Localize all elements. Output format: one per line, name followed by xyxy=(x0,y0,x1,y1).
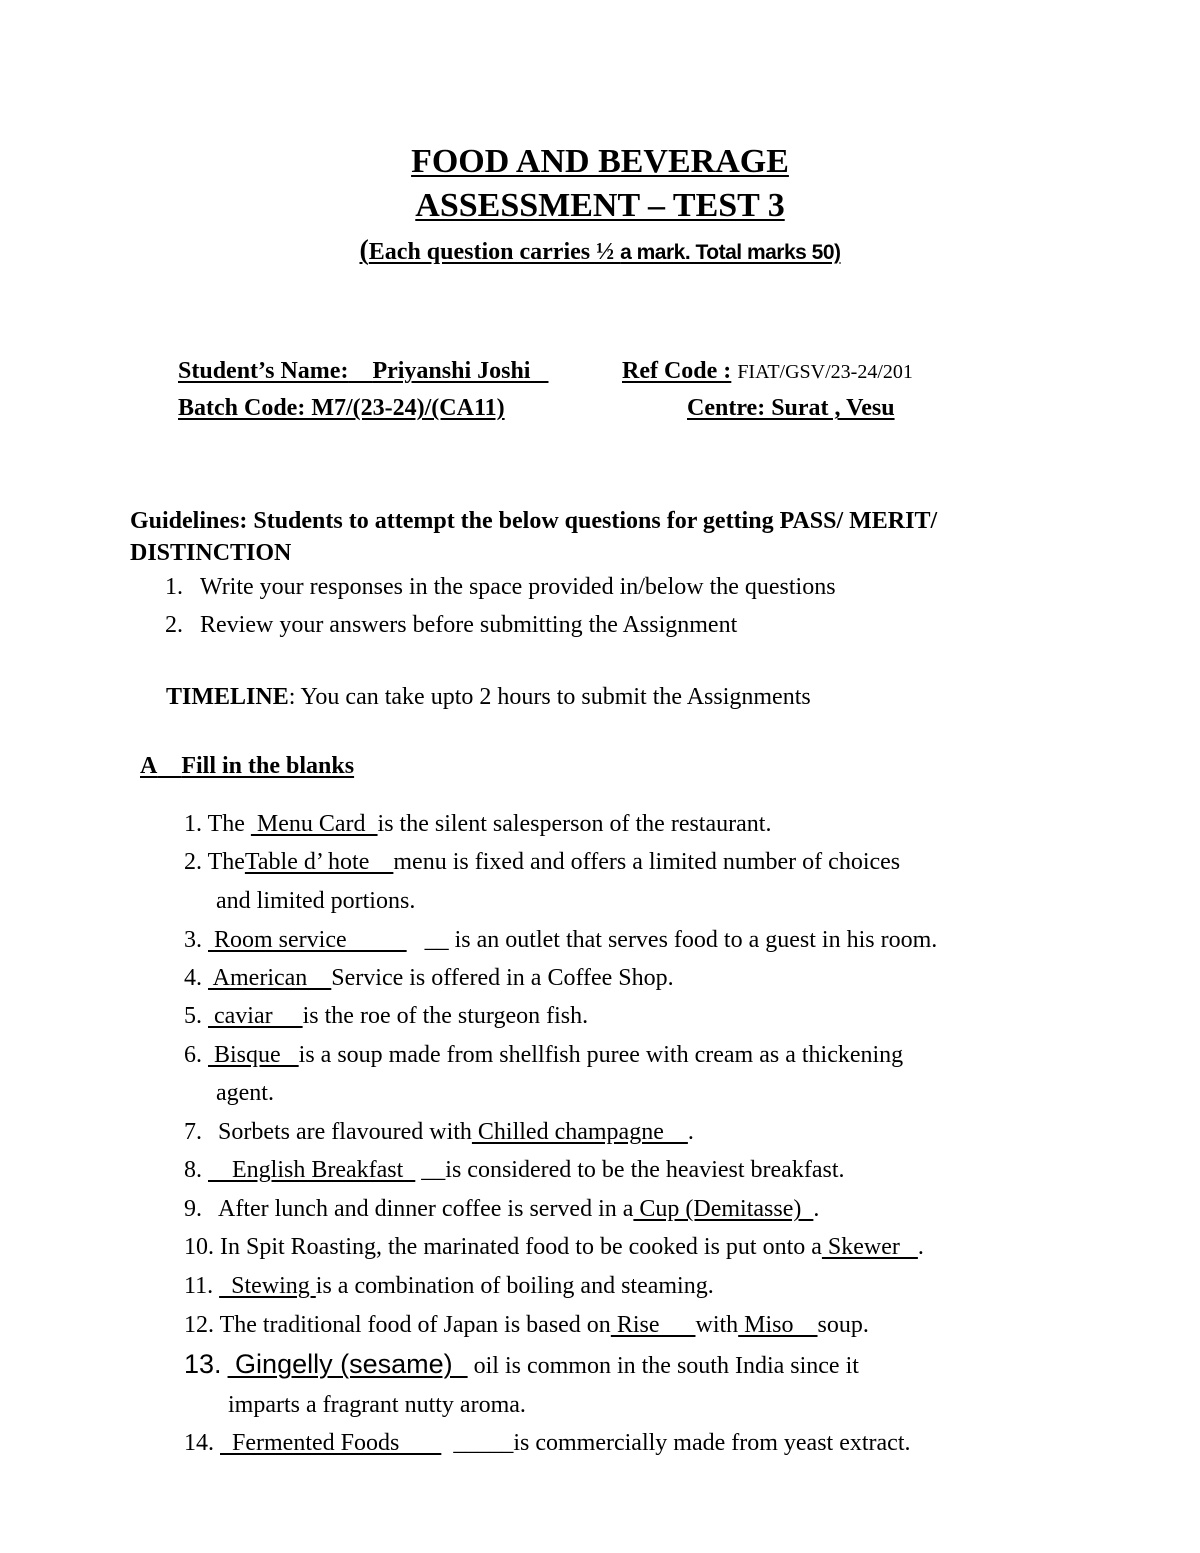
answer-text: Stewing xyxy=(219,1273,316,1299)
answer-text: Miso xyxy=(738,1312,818,1338)
question-text: The xyxy=(207,811,251,837)
guideline-item xyxy=(165,574,183,600)
question-1 xyxy=(184,811,771,837)
answer-text: Menu Card xyxy=(250,811,378,837)
title-line-2: ASSESSMENT – TEST 3 xyxy=(415,187,785,224)
question-number: 14. xyxy=(184,1430,214,1456)
guideline-num: 1. xyxy=(165,574,183,600)
question-number: 6. xyxy=(184,1042,202,1068)
question-6-continued: agent. xyxy=(216,1080,274,1106)
answer-text: Gingelly (sesame) xyxy=(227,1349,468,1379)
question-8 xyxy=(184,1157,844,1183)
guideline-text: Write your responses in the space provided in/below the questions xyxy=(200,574,836,600)
question-number: 9. xyxy=(184,1196,202,1222)
question-text: menu is fixed and offers a limited number of choices xyxy=(393,849,901,875)
question-number: 10. xyxy=(184,1234,214,1260)
timeline-label: TIMELINE xyxy=(166,684,289,710)
blank-line: __ xyxy=(415,1157,446,1183)
timeline xyxy=(166,684,811,710)
question-14 xyxy=(184,1430,911,1456)
ref-code-value: FIAT/GSV/23-24/201 xyxy=(737,361,913,383)
blank-line: _____ xyxy=(441,1430,514,1456)
question-13-continued: imparts a fragrant nutty aroma. xyxy=(228,1392,526,1418)
answer-text: caviar xyxy=(208,1003,303,1029)
section-letter: A xyxy=(140,753,158,779)
answer-text: American xyxy=(208,965,332,991)
answer-text: Cup (Demitasse) xyxy=(633,1196,814,1222)
question-text: Sorbets are flavoured with xyxy=(218,1119,472,1145)
question-text: . xyxy=(917,1234,924,1260)
marks-note-open: ( xyxy=(359,235,369,266)
answer-text: Rise xyxy=(610,1312,696,1338)
answer-text: English Breakfast xyxy=(208,1157,416,1183)
student-name-label: Student’s Name: xyxy=(178,358,349,384)
question-text: with xyxy=(695,1312,739,1338)
question-2-continued: and limited portions. xyxy=(216,888,416,914)
question-number: 11. xyxy=(184,1273,214,1299)
question-text: . xyxy=(687,1119,694,1145)
question-12 xyxy=(184,1312,869,1338)
question-4 xyxy=(184,965,674,991)
question-number: 3. xyxy=(184,927,202,953)
centre xyxy=(687,395,895,421)
blank-line: __ xyxy=(406,927,455,953)
question-number: 7. xyxy=(184,1119,202,1145)
question-text: . xyxy=(813,1196,820,1222)
guideline-item xyxy=(165,612,183,638)
question-13 xyxy=(184,1350,859,1380)
section-title: Fill in the blanks xyxy=(181,753,355,779)
section-heading xyxy=(140,753,354,779)
question-text: The xyxy=(207,849,245,875)
marks-note-serif: Each question carries ½ xyxy=(368,239,621,265)
question-number: 5. xyxy=(184,1003,202,1029)
question-number: 4. xyxy=(184,965,202,991)
question-number: 1. xyxy=(184,811,202,837)
marks-note-sans: a mark. Total marks 50) xyxy=(620,241,841,264)
question-2 xyxy=(184,849,900,875)
question-text: is an outlet that serves food to a guest in his room. xyxy=(454,927,938,953)
question-text: is commercially made from yeast extract. xyxy=(513,1430,911,1456)
answer-text: Fermented Foods xyxy=(220,1430,442,1456)
timeline-text: : You can take upto 2 hours to submit the Assignments xyxy=(288,684,811,710)
question-text: is the roe of the sturgeon fish. xyxy=(302,1003,589,1029)
answer-text: Skewer xyxy=(821,1234,918,1260)
batch-code xyxy=(178,395,505,421)
guidelines-heading-line-2: DISTINCTION xyxy=(130,540,292,566)
question-text: is a soup made from shellfish puree with cream as a thickening xyxy=(298,1042,904,1068)
question-number: 8. xyxy=(184,1157,202,1183)
question-3 xyxy=(184,927,937,953)
document-title-2 xyxy=(0,187,1200,224)
marks-note xyxy=(0,236,1200,267)
document-title xyxy=(0,143,1200,180)
question-9 xyxy=(184,1196,819,1222)
question-10 xyxy=(184,1234,924,1260)
guidelines-heading-line-1: Guidelines: Students to attempt the below questions for getting PASS/ MERIT/ xyxy=(130,508,938,534)
question-text: is a combination of boiling and steaming. xyxy=(315,1273,714,1299)
ref-code-row xyxy=(622,358,913,384)
question-5 xyxy=(184,1003,588,1029)
question-text: soup. xyxy=(817,1312,869,1338)
answer-text: Bisque xyxy=(208,1042,299,1068)
answer-text: Table d’ hote xyxy=(244,849,394,875)
question-text: is considered to be the heaviest breakfast. xyxy=(445,1157,845,1183)
question-text: The traditional food of Japan is based on xyxy=(219,1312,611,1338)
question-text: Service is offered in a Coffee Shop. xyxy=(331,965,674,991)
student-name-value: Priyanshi Joshi xyxy=(372,358,531,384)
question-11 xyxy=(184,1273,714,1299)
answer-text: Chilled champagne xyxy=(471,1119,688,1145)
guideline-text: Review your answers before submitting the Assignment xyxy=(200,612,738,638)
batch-code-text: Batch Code: M7/(23-24)/(CA11) xyxy=(178,395,505,421)
student-name-row xyxy=(178,358,548,384)
question-6 xyxy=(184,1042,903,1068)
question-text: is the silent salesperson of the restaurant. xyxy=(377,811,772,837)
guideline-num: 2. xyxy=(165,612,183,638)
centre-text: Centre: Surat , Vesu xyxy=(687,395,895,421)
question-text: oil is common in the south India since it xyxy=(467,1353,859,1379)
question-text: In Spit Roasting, the marinated food to be cooked is put onto a xyxy=(220,1234,822,1260)
question-number: 12. xyxy=(184,1312,214,1338)
answer-text: Room service xyxy=(208,927,407,953)
ref-code-label: Ref Code : xyxy=(622,358,732,384)
question-number: 13. xyxy=(184,1349,222,1379)
title-line-1: FOOD AND BEVERAGE xyxy=(411,143,789,180)
question-number: 2. xyxy=(184,849,202,875)
question-7 xyxy=(184,1119,694,1145)
question-text: After lunch and dinner coffee is served in a xyxy=(218,1196,634,1222)
